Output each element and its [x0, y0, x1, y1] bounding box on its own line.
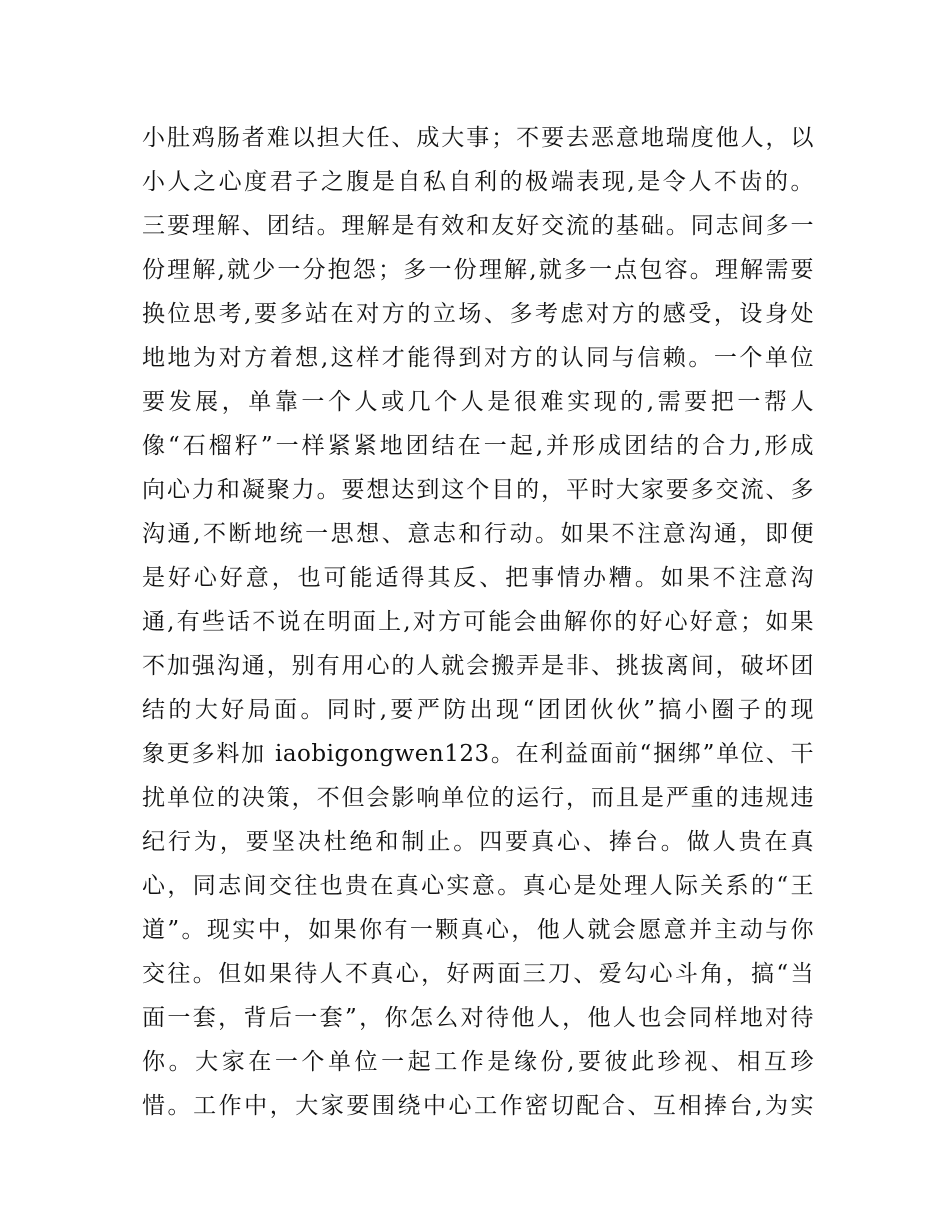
text-line: 面一套，背后一套”，你怎么对待他人，他人也会同样地对待	[142, 1005, 814, 1031]
text-line: 份理解,就少一分抱怨；多一份理解,就多一点包容。理解需要	[142, 257, 814, 283]
text-line: 不加强沟通，别有用心的人就会搬弄是非、挑拔离间，破坏团	[142, 653, 814, 679]
body-text	[142, 116, 814, 1128]
text-line: 交往。但如果待人不真心，好两面三刀、爱勾心斗角，搞“当	[142, 961, 814, 987]
text-line: 纪行为，要坚决杜绝和制止。四要真心、捧台。做人贵在真	[142, 829, 814, 855]
text-line: 沟通,不断地统一思想、意志和行动。如果不注意沟通，即便	[142, 521, 814, 547]
text-line: 通,有些话不说在明面上,对方可能会曲解你的好心好意；如果	[142, 609, 814, 635]
text-line: 结的大好局面。同时,要严防出现“团团伙伙”搞小圈子的现	[142, 697, 814, 723]
text-line: 向心力和凝聚力。要想达到这个目的，平时大家要多交流、多	[142, 477, 814, 503]
text-line: 象更多料加 iaobigongwen123。在利益面前“捆绑”单位、干	[142, 741, 814, 767]
text-line: 小肚鸡肠者难以担大任、成大事；不要去恶意地瑞度他人，以	[142, 125, 814, 151]
text-line: 道”。现实中，如果你有一颗真心，他人就会愿意并主动与你	[142, 917, 814, 943]
text-line: 你。大家在一个单位一起工作是缘份,要彼此珍视、相互珍	[142, 1049, 814, 1075]
text-line: 三要理解、团结。理解是有效和友好交流的基础。同志间多一	[142, 213, 814, 239]
text-line: 扰单位的决策，不但会影响单位的运行，而且是严重的违规违	[142, 785, 814, 811]
text-line: 要发展，单靠一个人或几个人是很难实现的,需要把一帮人	[142, 389, 814, 415]
text-line: 小人之心度君子之腹是自私自利的极端表现,是令人不齿的。	[142, 169, 814, 195]
text-line: 换位思考,要多站在对方的立场、多考虑对方的感受，设身处	[142, 301, 814, 327]
text-line: 是好心好意，也可能适得其反、把事情办糟。如果不注意沟	[142, 565, 814, 591]
text-line: 地地为对方着想,这样才能得到对方的认同与信赖。一个单位	[142, 345, 814, 371]
text-line: 惜。工作中，大家要围绕中心工作密切配合、互相捧台,为实	[142, 1093, 814, 1119]
text-line: 心，同志间交往也贵在真心实意。真心是处理人际关系的“王	[142, 873, 814, 899]
text-line: 像“石榴籽”一样紧紧地团结在一起,并形成团结的合力,形成	[142, 433, 814, 459]
